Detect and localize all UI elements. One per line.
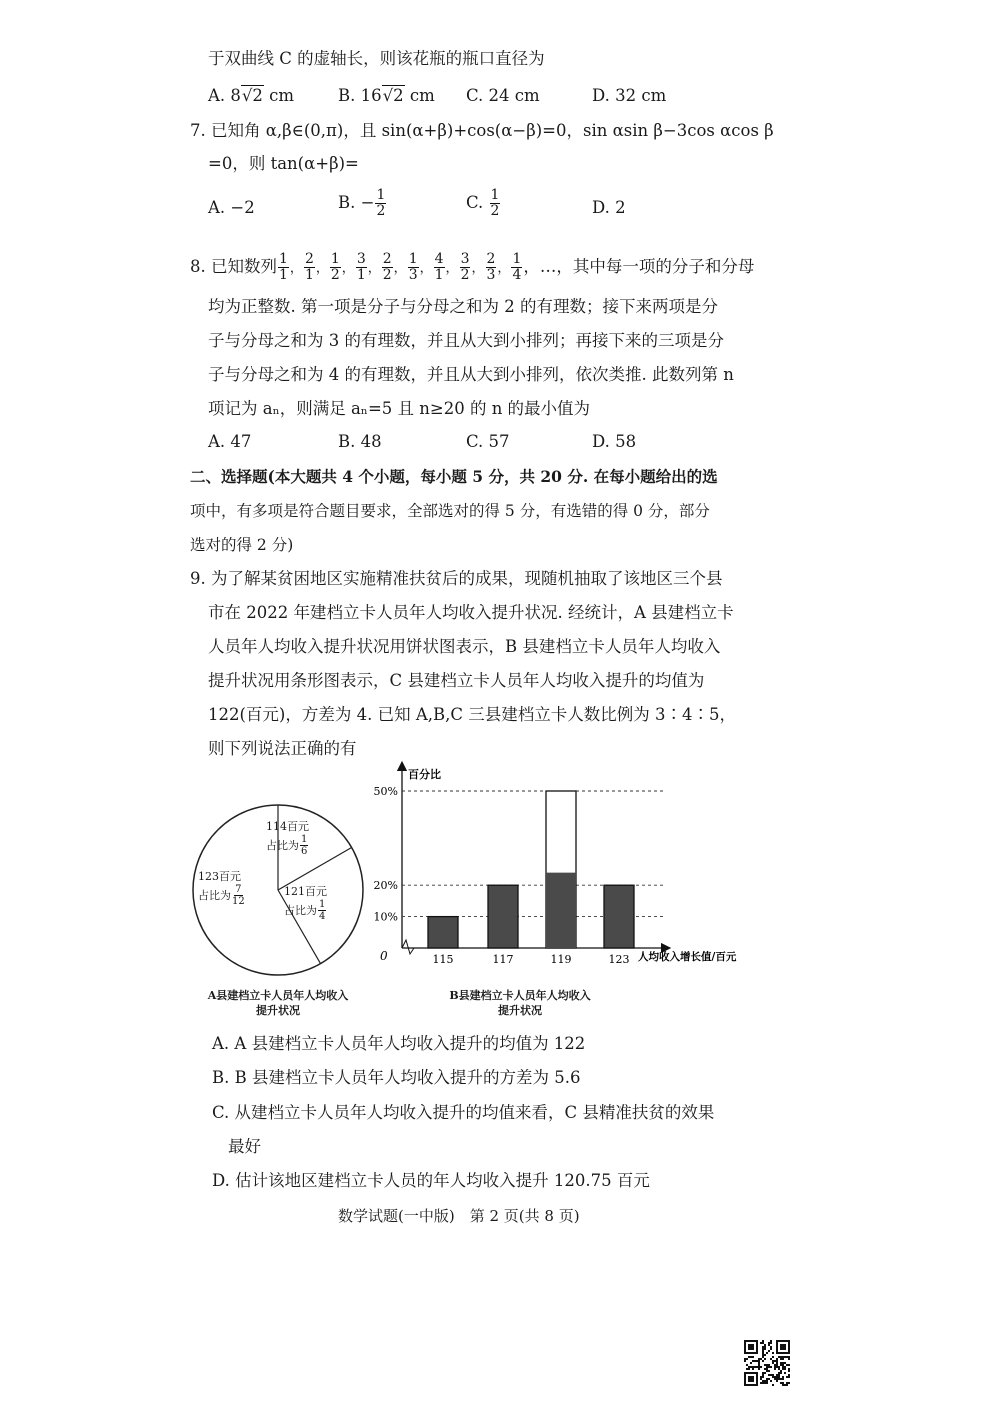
pie-slice-123-frac [232, 884, 245, 907]
q8-term-denominator: 3 [408, 266, 418, 283]
q6-option-b [338, 86, 435, 105]
q7-option-c-fraction [490, 188, 501, 219]
q7-option-b-fraction [375, 188, 386, 219]
q6-option-b-radicand: √2 [382, 86, 404, 105]
section2-heading-line3: 选对的得 2 分) [190, 536, 294, 554]
pie-slice-121-value: 121百元 [284, 885, 327, 898]
q7-stem-line2: =0，则 tan(α+β)= [208, 154, 359, 173]
q6-option-b-unit: cm [404, 86, 435, 105]
q8-term-denominator: 1 [279, 266, 288, 283]
q8-separator: ， [341, 260, 355, 276]
q9-stem-line1: 9. 为了解某贫困地区实施精准扶贫后的成果，现随机抽取了该地区三个县 [190, 569, 723, 588]
q9-stem-line5: 122(百元)，方差为 4. 已知 A,B,C 三县建档立卡人数比例为 3∶4∶5， [208, 705, 736, 724]
bar-caption-line1: B县建档立卡人员年人均收入 [449, 989, 591, 1002]
bar-chart-b [370, 758, 760, 973]
q7-stem-line1: 7. 已知角 α,β∈(0,π)，且 sin(α+β)+cos(α−β)=0，sin αsin β−3cos αcos β [190, 121, 774, 140]
q8-term-numerator: 2 [304, 250, 314, 267]
q7-b-num: 1 [376, 187, 386, 203]
q8-term-denominator: 1 [356, 266, 366, 283]
q8-sequence-term [434, 252, 445, 283]
section2-heading-line1: 二、选择题(本大题共 4 个小题，每小题 5 分，共 20 分. 在每小题给出的选 [190, 467, 718, 486]
q8-separator: ， [419, 260, 433, 276]
q7-option-b [338, 188, 387, 219]
q8-term-numerator: 1 [330, 250, 340, 267]
q8-term-denominator: 2 [330, 266, 340, 283]
page-footer: 数学试题(一中版) 第 2 页(共 8 页) [338, 1207, 580, 1225]
q8-term-numerator: 3 [460, 250, 470, 267]
q8-separator: ， [471, 260, 485, 276]
bar-y-tick-label: 50% [373, 785, 398, 798]
q8-term-numerator: 1 [408, 250, 418, 267]
pie-caption-line1: A县建档立卡人员年人均收入 [207, 989, 349, 1002]
q8-option-c: C. 57 [466, 432, 510, 451]
bar-117 [488, 885, 518, 948]
bar-x-label: 人均收入增长值/百元 [638, 951, 737, 963]
q8-separator: ， [315, 260, 329, 276]
q8-suffix: ，…，其中每一项的分子和分母 [523, 257, 755, 276]
q8-separator: ， [289, 260, 303, 276]
q8-stem-line2: 均为正整数. 第一项是分子与分母之和为 2 的有理数；接下来两项是分 [208, 297, 718, 316]
q8-sequence-term [460, 252, 471, 283]
pie-slice-114-den: 6 [301, 846, 308, 857]
pie-slice-114-frac [300, 834, 308, 857]
q8-term-denominator: 4 [512, 266, 522, 283]
q9-option-c-line1: C. 从建档立卡人员年人均收入提升的均值来看，C 县精准扶贫的效果 [212, 1103, 715, 1122]
pie-slice-114-num: 1 [301, 834, 308, 845]
q7-option-c-prefix: C. [466, 193, 489, 212]
pie-slice-114-share: 占比为 [266, 838, 299, 852]
q6-tail-line: 于双曲线 C 的虚轴长，则该花瓶的瓶口直径为 [208, 49, 545, 68]
bar-y-tick-label: 10% [373, 910, 398, 924]
axis-break-mark [402, 940, 414, 954]
q8-separator: ， [367, 260, 381, 276]
q8-stem-line1 [190, 250, 754, 284]
pie-slice-123-value: 123百元 [198, 870, 241, 883]
q9-stem-line3: 人员年人均收入提升状况用饼状图表示，B 县建档立卡人员年人均收入 [208, 637, 721, 656]
q8-sequence-term [278, 252, 289, 283]
pie-slice-123-label [198, 870, 246, 907]
q8-prefix: 8. 已知数列 [190, 257, 277, 276]
q6-option-c: C. 24 cm [466, 86, 540, 105]
q8-sequence-term [408, 252, 419, 283]
q8-term-denominator: 2 [382, 266, 392, 283]
q8-sequence-term [486, 252, 497, 283]
bar-119-fill [546, 873, 576, 948]
pie-slice-121-share: 占比为 [284, 903, 317, 917]
q8-sequence [277, 252, 523, 283]
bar-y-tick-label: 20% [373, 879, 398, 893]
q8-term-denominator: 3 [486, 266, 496, 283]
pie-slice-114-value: 114百元 [266, 820, 309, 833]
q6-option-b-rad-val: 2 [393, 86, 404, 105]
q8-term-denominator: 1 [434, 266, 444, 283]
q8-term-denominator: 2 [460, 266, 470, 283]
q6-option-a-radicand: √2 [241, 86, 263, 105]
q9-option-c-line2: 最好 [228, 1137, 261, 1156]
q7-c-den: 2 [490, 203, 500, 219]
q9-stem-line4: 提升状况用条形图表示，C 县建档立卡人员年人均收入提升的均值为 [208, 671, 705, 690]
pie-caption-line2: 提升状况 [256, 1004, 300, 1017]
q8-term-numerator: 2 [382, 250, 392, 267]
q8-term-numerator: 2 [486, 250, 496, 267]
q8-sequence-term [330, 252, 341, 283]
q8-separator: ， [497, 260, 511, 276]
bar-origin-label: 0 [380, 949, 388, 963]
q8-sequence-term [511, 252, 522, 283]
pie-slice-121-frac [318, 899, 326, 922]
q7-option-b-prefix: B. − [338, 193, 375, 212]
q9-option-a: A. A 县建档立卡人员年人均收入提升的均值为 122 [212, 1034, 586, 1053]
q9-stem-line6: 则下列说法正确的有 [208, 739, 357, 758]
q6-option-a [208, 86, 294, 105]
pie-slice-121-den: 4 [319, 911, 326, 922]
q8-term-numerator: 1 [279, 250, 288, 267]
q7-b-den: 2 [376, 203, 386, 219]
q8-stem-line4: 子与分母之和为 4 的有理数，并且从大到小排列，依次类推. 此数列第 n [208, 365, 734, 384]
q8-term-numerator: 3 [356, 250, 366, 267]
q8-sequence-term [382, 252, 393, 283]
q9-option-b: B. B 县建档立卡人员年人均收入提升的方差为 5.6 [212, 1068, 581, 1087]
bar-caption-line2: 提升状况 [498, 1004, 542, 1017]
pie-slice-114-label [266, 820, 309, 857]
q8-option-a: A. 47 [208, 432, 252, 451]
q8-separator: ， [393, 260, 407, 276]
bar-y-label: 百分比 [408, 768, 441, 781]
section2-heading-line2: 项中，有多项是符合题目要求，全部选对的得 5 分，有选错的得 0 分，部分 [190, 502, 710, 520]
bar-x-tick-label: 117 [492, 953, 514, 966]
bar-115 [428, 917, 458, 948]
bar-x-tick-label: 123 [608, 953, 630, 966]
q8-term-denominator: 1 [304, 266, 314, 283]
pie-slice-121-label [284, 885, 327, 922]
q6-option-a-unit: cm [263, 86, 295, 105]
q8-stem-line5: 项记为 aₙ，则满足 aₙ=5 且 n≥20 的 n 的最小值为 [208, 399, 591, 418]
q8-option-d: D. 58 [592, 432, 637, 451]
q7-option-a: A. −2 [208, 198, 255, 217]
bar-x-tick-label: 119 [550, 953, 572, 966]
pie-caption [188, 988, 368, 1018]
q8-separator: ， [445, 260, 459, 276]
q6-option-a-rad-val: 2 [252, 86, 263, 105]
bar-caption [430, 988, 610, 1018]
pie-slice-123-share: 占比为 [198, 888, 231, 902]
q9-stem-line2: 市在 2022 年建档立卡人员年人均收入提升状况. 经统计，A 县建档立卡 [208, 603, 734, 622]
q8-sequence-term [356, 252, 367, 283]
q6-option-b-prefix: B. 16 [338, 86, 382, 105]
pie-slice-123-num: 7 [235, 884, 242, 895]
q8-sequence-term [304, 252, 315, 283]
q8-option-b: B. 48 [338, 432, 382, 451]
qr-code-icon [744, 1340, 790, 1386]
q8-term-numerator: 4 [434, 250, 444, 267]
q6-option-a-prefix: A. 8 [208, 86, 241, 105]
q7-option-d: D. 2 [592, 198, 626, 217]
pie-slice-121-num: 1 [319, 899, 326, 910]
bar-x-tick-label: 115 [432, 953, 454, 966]
q7-option-c [466, 188, 501, 219]
q8-stem-line3: 子与分母之和为 3 的有理数，并且从大到小排列；再接下来的三项是分 [208, 331, 724, 350]
q6-option-d: D. 32 cm [592, 86, 667, 105]
q7-c-num: 1 [490, 187, 500, 203]
pie-slice-123-den: 12 [232, 896, 245, 907]
bar-123 [604, 885, 634, 948]
q9-option-d: D. 估计该地区建档立卡人员的年人均收入提升 120.75 百元 [212, 1171, 650, 1190]
q8-term-numerator: 1 [512, 250, 522, 267]
